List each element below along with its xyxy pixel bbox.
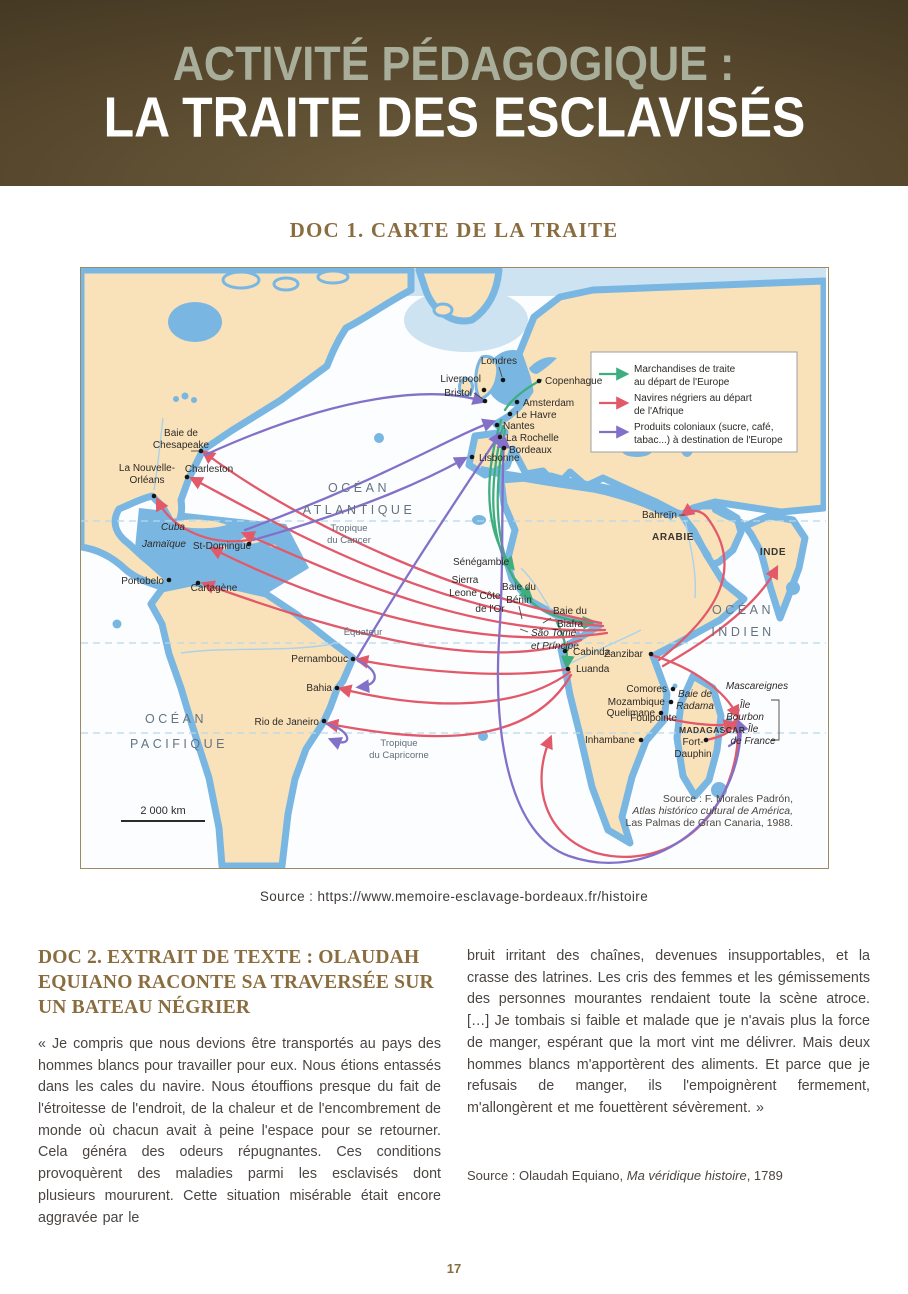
port-dot — [334, 686, 339, 691]
map-source-caption: Source : https://www.memoire-esclavage-bordeaux.fr/histoire — [259, 889, 649, 904]
map-label: MADAGASCAR — [678, 725, 745, 735]
map-label: du Cancer — [326, 535, 371, 546]
map-label: Londres — [480, 356, 517, 367]
iceland — [434, 304, 452, 316]
map-label: Amsterdam — [522, 398, 574, 409]
galapagos — [112, 620, 121, 629]
great-lake — [191, 397, 197, 403]
arctic-island — [274, 278, 298, 290]
map-label: Foulpointe — [629, 713, 677, 724]
map-label: de l'Or — [474, 604, 505, 615]
map-label: Radama — [675, 701, 714, 712]
map-label: Portobelo — [120, 576, 164, 587]
map-source-line: Las Palmas de Gran Canaria, 1988. — [624, 817, 793, 829]
map-label: Orléans — [128, 475, 165, 486]
antilles-island — [288, 572, 292, 576]
map-label: Île — [739, 700, 750, 711]
arctic-island — [318, 271, 348, 283]
doc2-left-column — [38, 946, 441, 1229]
doc2-source-prefix: Source : Olaudah Equiano, — [467, 1167, 627, 1183]
map-label: ARABIE — [651, 532, 694, 543]
port-dot — [670, 687, 675, 692]
map-label: Bristol — [443, 388, 472, 399]
port-dot — [668, 700, 673, 705]
map-label: Fort- — [681, 737, 704, 748]
map-label: et Príncipe — [530, 641, 579, 652]
legend-label: Navires négriers au départ — [633, 393, 752, 404]
port-dot — [494, 423, 499, 428]
canary-islands — [472, 515, 486, 525]
map-label: Baie du — [552, 606, 587, 617]
map-label: Cartagène — [190, 583, 237, 594]
sri-lanka — [786, 581, 800, 595]
map-label: OCÉAN — [144, 712, 207, 726]
doc2-text-col1: « Je compris que nous devions être transportés au pays des hommes blancs pour travailler pour eux. Nous étions entassés dans les cales du navire. Nous étouffions presque du fait de l'étroitesse de l'endroit, de la chaleur et de l'encombrement de monde où chacun avait à peine l'espace pour se retourner. Cela généra des odeurs répugnantes. Ces conditions provoquèrent des maladies parmi les esclavisés dont plusieurs moururent. Cette situation misérable était encore aggravée par le — [38, 1035, 441, 1226]
port-dot — [151, 494, 156, 499]
map-source-line: Source : F. Morales Padrón, — [662, 793, 793, 805]
map-label: Jamaïque — [141, 539, 186, 550]
map-label: Zanzibar — [603, 649, 643, 660]
page-number: 17 — [446, 1261, 462, 1276]
map-label: Sénégambie — [452, 557, 509, 568]
port-dot — [638, 738, 643, 743]
map-label: La Rochelle — [505, 433, 559, 444]
map-label: Dauphin — [673, 749, 712, 760]
map-label: Cuba — [160, 522, 185, 533]
doc1-title: DOC 1. CARTE DE LA TRAITE — [289, 218, 619, 242]
map-label: Bordeaux — [508, 445, 552, 456]
map-label: Bahreïn — [641, 510, 677, 521]
map-label: Lisbonne — [478, 453, 520, 464]
map-label: Baie de — [163, 428, 198, 439]
antilles-island — [286, 564, 290, 568]
port-dot — [703, 738, 708, 743]
map-label: Cabinda — [572, 647, 610, 658]
map-label: Bahia — [305, 683, 332, 694]
legend-label: tabac...) à destination de l'Europe — [633, 435, 783, 446]
doc2-source-title: Ma véridique histoire — [626, 1167, 747, 1183]
scale-label: 2 000 km — [139, 805, 186, 817]
map-label: Mascareignes — [725, 681, 788, 692]
map-label: St-Domingue — [192, 541, 251, 552]
map-label: Île — [747, 724, 758, 735]
map-label: Inhambane — [584, 735, 635, 746]
map-label: Charleston — [184, 464, 233, 475]
legend-label: au départ de l'Europe — [633, 377, 729, 388]
map-label: OCÉAN — [327, 481, 390, 495]
port-dot — [536, 379, 541, 384]
port-dot — [481, 388, 486, 393]
port-dot — [469, 455, 474, 460]
map-label: OCÉAN — [711, 603, 774, 617]
map-label: de France — [729, 736, 776, 747]
map-label: São Tomé — [530, 628, 576, 639]
map-label: Baie du — [501, 582, 536, 593]
port-dot — [166, 578, 171, 583]
trade-map-figure — [80, 267, 829, 869]
map-label: Quelimane — [606, 708, 655, 719]
port-dot — [497, 435, 502, 440]
doc2-section — [0, 946, 908, 1229]
map-label: INDE — [759, 547, 786, 558]
map-label: du Capricorne — [368, 750, 429, 761]
map-label: Baie de — [677, 689, 712, 700]
port-dot — [500, 378, 505, 383]
map-source-line: Atlas histórico cultural de América, — [631, 805, 793, 817]
port-dot — [482, 399, 487, 404]
port-dot — [565, 667, 570, 672]
port-dot — [501, 446, 506, 451]
map-label: Comores — [625, 684, 667, 695]
map-label: Tropique — [329, 523, 368, 534]
map-label: Leone — [448, 588, 477, 599]
map-label: Liverpool — [439, 374, 481, 385]
map-label: ATLANTIQUE — [302, 503, 415, 517]
doc2-source — [467, 1168, 870, 1183]
port-dot — [648, 652, 653, 657]
map-label: Côte — [478, 591, 501, 602]
doc2-source-suffix: , 1789 — [746, 1167, 783, 1183]
port-dot — [184, 475, 189, 480]
map-label: Mozambique — [607, 697, 665, 708]
map-label: Rio de Janeiro — [254, 717, 319, 728]
map-label: Le Havre — [515, 410, 557, 421]
legend-label: Marchandises de traite — [633, 364, 735, 375]
map-label: Bénin — [505, 595, 532, 606]
doc2-right-column — [467, 946, 870, 1229]
port-dot — [350, 657, 355, 662]
port-dot — [321, 719, 326, 724]
map-label: Luanda — [575, 664, 609, 675]
map-label: Équateur — [343, 627, 382, 638]
map-label: Pernambouc — [290, 654, 348, 665]
map-label: Chesapeake — [152, 440, 209, 451]
map-label: Tropique — [379, 738, 418, 749]
great-lake — [173, 396, 179, 402]
legend-label: Produits coloniaux (sucre, café, — [633, 422, 774, 433]
doc2-text-col2: bruit irritant des chaînes, devenues insupportables, et la crasse des latrines. Les cris des femmes et les gémissements des personnes mourantes rendaient toute la scène atroce. […] Je tombais si faible et malade que je n'avais plus la force de manger, espérant que la mort vint me délivrer. Mais deux hommes blancs m'apportèrent des aliments. Et parce que je refusais de manger, ils l'empoignèrent fermement, m'allongèrent et me fouettèrent sévèrement. » — [467, 948, 870, 1117]
hudson-bay — [168, 302, 222, 342]
map-label: PACIFIQUE — [129, 737, 228, 751]
antilles-island — [281, 556, 285, 560]
map-label: Nantes — [502, 421, 535, 432]
trade-map-canvas — [81, 268, 826, 868]
arctic-island — [223, 272, 259, 288]
port-dot — [514, 400, 519, 405]
page-header — [0, 0, 908, 186]
map-label: La Nouvelle- — [118, 463, 175, 474]
map-label: INDIEN — [710, 625, 775, 639]
map-label: Sierra — [451, 575, 478, 586]
legend-label: de l'Afrique — [633, 406, 684, 417]
map-label: Biafra — [556, 619, 583, 630]
great-lake — [181, 393, 188, 400]
header-line2: LA TRAITE DES ESCLAVISÉS — [103, 86, 805, 150]
port-dot — [507, 412, 512, 417]
map-label: Bourbon — [725, 712, 764, 723]
map-label: Copenhague — [544, 376, 602, 387]
header-line1: ACTIVITÉ PÉDAGOGIQUE : — [173, 36, 735, 92]
azores — [374, 433, 384, 443]
doc2-title: DOC 2. EXTRAIT DE TEXTE : OLAUDAH EQUIANO RACONTE SA TRAVERSÉE SUR UN BATEAU NÉGRIER — [38, 947, 434, 1018]
